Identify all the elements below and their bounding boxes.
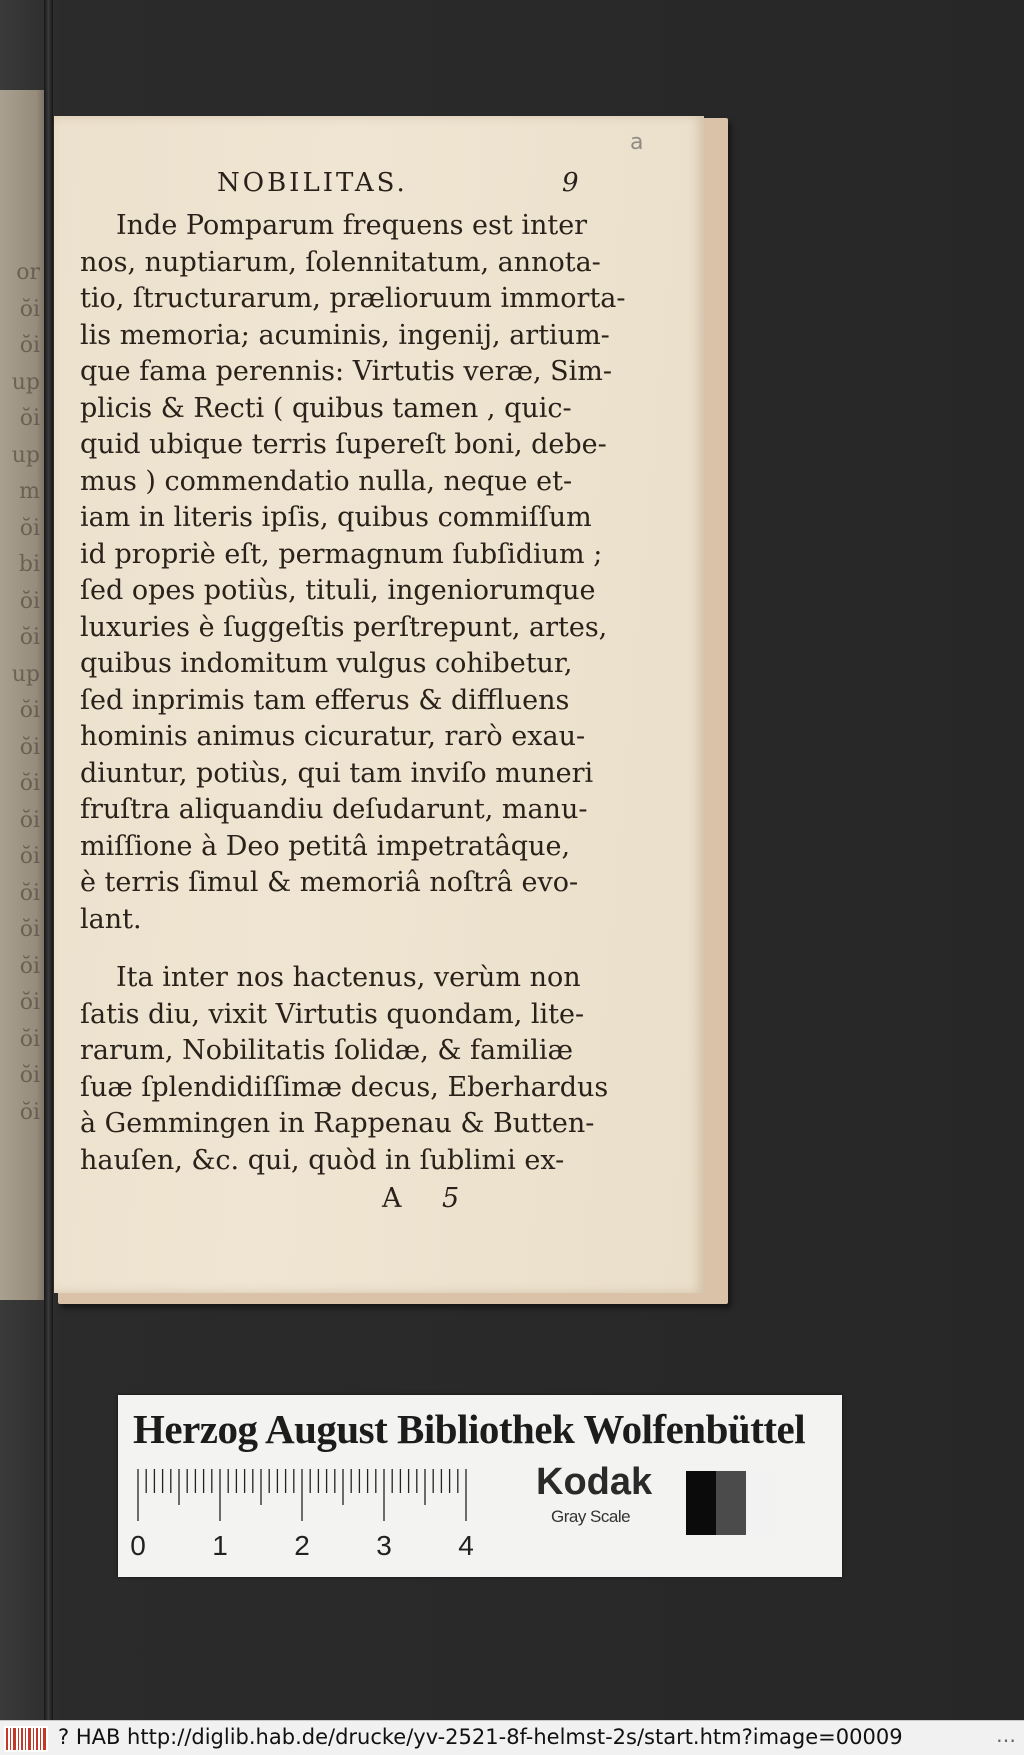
prev-page-fragment: ŏi <box>19 734 40 760</box>
signature-letter: A <box>382 1183 402 1214</box>
prev-page-fragment: ŏi <box>19 807 40 833</box>
gray-patch <box>716 1471 746 1535</box>
prev-page-fragment: ŏi <box>19 1026 40 1052</box>
prev-page-fragment: ŏi <box>19 333 40 358</box>
gray-patch <box>686 1471 716 1535</box>
ruler-number: 3 <box>376 1530 392 1561</box>
book-clamp <box>44 0 53 1720</box>
text-line: ſatis diu, vixit Virtutis quondam, lite- <box>80 998 585 1030</box>
calibration-card <box>118 1395 842 1577</box>
kodak-logo: Kodak <box>536 1461 653 1503</box>
status-bar <box>0 1720 1024 1755</box>
text-line: Ita inter nos hactenus, verùm non <box>116 962 581 993</box>
signature-number: 5 <box>442 1183 460 1214</box>
ruler-number: 4 <box>458 1530 474 1561</box>
previous-page-fragments <box>0 255 40 1131</box>
text-line: luxuries è ſuggeſtis perſtrepunt, artes, <box>80 611 608 643</box>
ruler-number: 2 <box>294 1530 310 1561</box>
text-line: Inde Pomparum frequens est inter <box>116 210 588 241</box>
prev-page-fragment: ŏi <box>19 515 40 541</box>
text-line: tio, ſtructurarum, prælioruum immorta- <box>80 283 626 314</box>
text-line: lis memoria; acuminis, ingenij, artium- <box>80 319 610 351</box>
text-line: plicis & Recti ( quibus tamen , quic- <box>80 392 572 424</box>
prev-page-fragment: ŏi <box>19 296 40 322</box>
text-line: miſſione à Deo petitâ impetratâque, <box>80 830 571 862</box>
text-line: hominis animus cicuratur, rarò exau- <box>80 721 586 752</box>
ruler <box>132 1467 492 1567</box>
text-line: lant. <box>80 903 142 935</box>
prev-page-fragment: up <box>11 369 40 395</box>
prev-page-fragment: ŏi <box>19 1099 40 1125</box>
prev-page-fragment: m <box>19 479 40 504</box>
prev-page-fragment: ŏi <box>19 1063 40 1088</box>
running-header <box>80 168 600 208</box>
text-line: iam in literis ipſis, quibus commiſſum <box>80 502 592 533</box>
barcode-icon <box>4 1726 48 1752</box>
text-line: que fama perennis: Virtutis veræ, Sim- <box>80 356 612 387</box>
prev-page-fragment: ŏi <box>19 953 40 979</box>
status-url[interactable]: ? HAB http://diglib.hab.de/drucke/yv-2521-8f-helmst-2s/start.htm?image=00009 <box>58 1725 903 1749</box>
text-line: quibus indomitum vulgus cohibetur, <box>80 648 573 679</box>
gray-patch <box>746 1471 776 1535</box>
paragraph-2 <box>80 960 609 1179</box>
ruler-ticks <box>138 1469 466 1521</box>
text-line: à Gemmingen in Rappenau & Butten- <box>80 1108 595 1139</box>
gray-scale-label: Gray Scale <box>551 1507 631 1526</box>
text-line: fruſtra aliquandiu deſudarunt, manu- <box>80 794 588 825</box>
text-line: nos, nuptiarum, ſolennitatum, annota- <box>80 246 601 278</box>
text-line: ſed inprimis tam efferus & diffluens <box>80 684 570 716</box>
text-line: diuntur, potiùs, qui tam inviſo muneri <box>80 757 594 789</box>
text-line: è terris ſimul & memoriâ noſtrâ evo- <box>80 867 579 898</box>
text-line: mus ) commendatio nulla, neque et- <box>80 465 573 497</box>
overflow-menu-icon[interactable]: … <box>996 1723 1016 1747</box>
page-text <box>80 168 626 1219</box>
prev-page-fragment: bi <box>18 552 40 577</box>
text-line: ſed opes potiùs, tituli, ingeniorumque <box>80 575 596 606</box>
text-line: rarum, Nobilitatis ſolidæ, & familiæ <box>80 1035 573 1066</box>
paragraph-1 <box>80 208 626 938</box>
prev-page-fragment: up <box>11 661 40 687</box>
text-line: quid ubique terris ſupereſt boni, debe- <box>80 429 607 460</box>
text-line: id propriè eſt, permagnum ſubſidium ; <box>80 538 603 570</box>
pencil-mark: a <box>630 130 644 155</box>
prev-page-fragment: ŏi <box>19 990 40 1015</box>
running-title: NOBILITAS. <box>217 168 408 198</box>
prev-page-fragment: ŏi <box>19 844 40 869</box>
ruler-labels <box>130 1530 474 1561</box>
text-line: hauſen, &c. qui, quòd in ſublimi ex- <box>80 1144 565 1176</box>
prev-page-fragment: ŏi <box>19 698 40 723</box>
prev-page-fragment: ŏi <box>19 588 40 614</box>
signature-mark <box>80 1179 600 1219</box>
ruler-number: 1 <box>212 1530 228 1561</box>
library-name: Herzog August Bibliothek Wolfenbüttel <box>133 1406 806 1452</box>
prev-page-fragment: or <box>16 260 40 285</box>
prev-page-fragment: up <box>11 442 40 468</box>
gray-scale-patches <box>686 1471 776 1535</box>
page-number: 9 <box>562 168 582 198</box>
prev-page-fragment: ŏi <box>19 771 40 796</box>
text-line: ſuæ ſplendidiſſimæ decus, Eberhardus <box>80 1071 609 1103</box>
prev-page-fragment: ŏi <box>19 625 40 650</box>
prev-page-fragment: ŏi <box>19 880 40 906</box>
prev-page-fragment: ŏi <box>19 406 40 431</box>
ruler-number: 0 <box>130 1530 146 1561</box>
prev-page-fragment: ŏi <box>19 917 40 942</box>
